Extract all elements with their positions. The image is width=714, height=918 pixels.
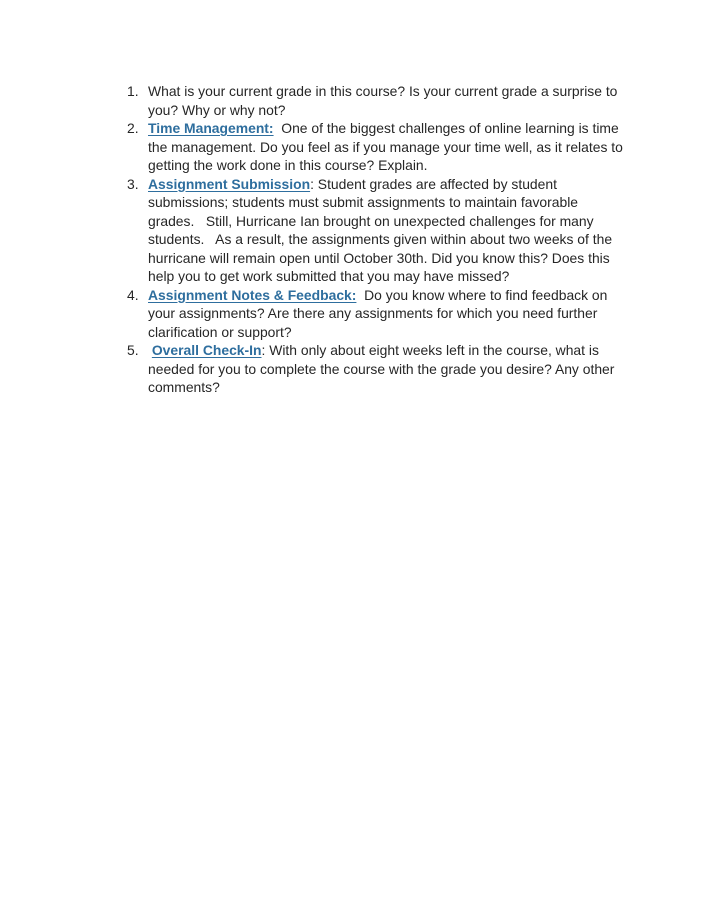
list-item bbox=[127, 341, 627, 397]
list-number: 4. bbox=[127, 286, 139, 303]
question-text: Do you know where to find feedback on your assignments? Are there any assignments for which you need further clarification or support? bbox=[148, 286, 612, 340]
list-item bbox=[127, 286, 627, 342]
list-number: 5. bbox=[127, 342, 139, 358]
question-text: : Student grades are affected by student submissions; students must submit assignments to maintain favorable grades. Still, Hurricane Ian brought on unexpected challenges for many students. As a result, the assignments given within about two weeks of the hurricane will remain open until October 30th. Did you know this? Does this help you to get work submitted that you may have missed? bbox=[148, 175, 616, 284]
question-list bbox=[127, 82, 627, 397]
list-item bbox=[127, 119, 627, 175]
question-text: What is your current grade in this course? Is your current grade a surprise to you? Why or why not? bbox=[148, 83, 618, 118]
assignment-notes-feedback-link[interactable]: Assignment Notes & Feedback: bbox=[148, 286, 357, 303]
list-number: 2. bbox=[127, 120, 139, 136]
overall-check-in-link[interactable]: Overall Check-In bbox=[151, 342, 262, 358]
question-text: : With only about eight weeks left in the course, what is needed for you to complete the course with the grade you desire? Any other comments? bbox=[148, 342, 619, 395]
time-management-link[interactable]: Time Management: bbox=[148, 120, 274, 136]
assignment-submission-link[interactable]: Assignment Submission bbox=[148, 175, 311, 192]
list-number: 1. bbox=[127, 83, 139, 99]
question-text: One of the biggest challenges of online learning is time the management. Do you feel as if you manage your time well, as it relates to getting the work done in this course? Explain. bbox=[148, 120, 627, 173]
list-item bbox=[127, 82, 627, 119]
list-item bbox=[127, 175, 627, 286]
list-number: 3. bbox=[127, 175, 139, 192]
